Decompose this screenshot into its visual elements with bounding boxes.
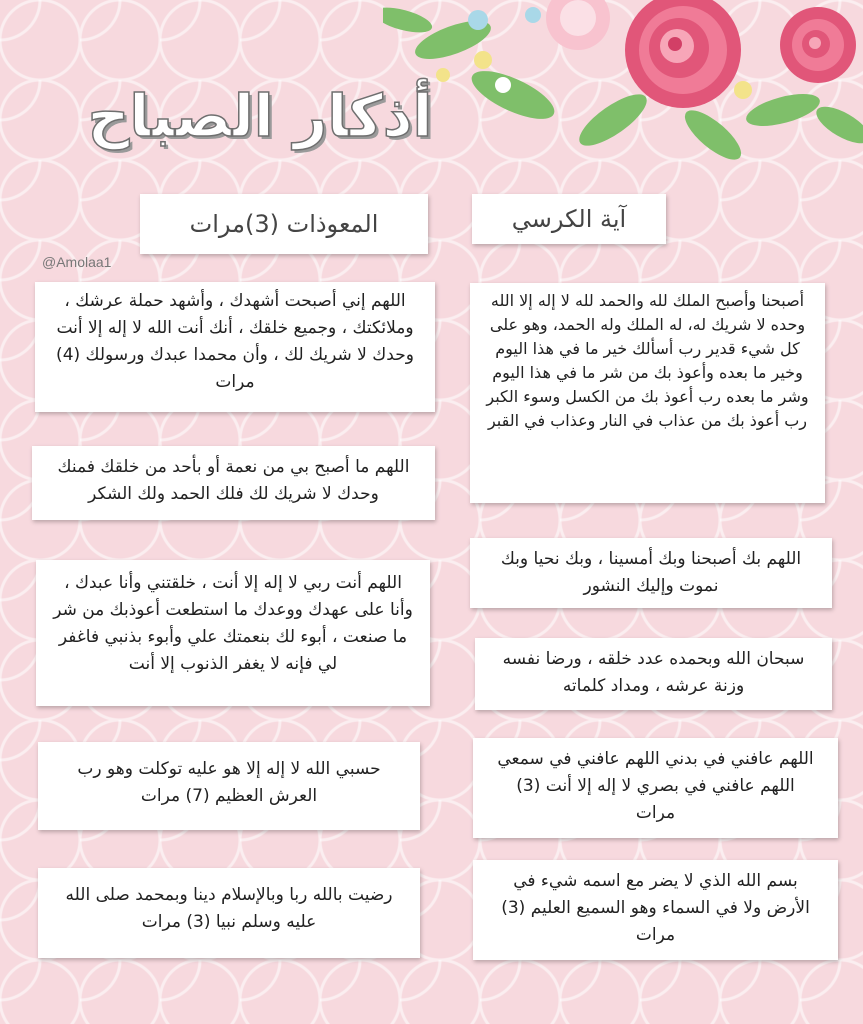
author-handle: @Amolaa1 <box>42 254 112 270</box>
big-rose <box>625 0 741 108</box>
dhikr-card-left-3: اللهم أنت ربي لا إله إلا أنت ، خلقتني وأنا عبدك ، وأنا على عهدك ووعدك ما استطعت أعوذبك من شر ما صنعت ، أبوء لك بنعمتك علي وأبوء بذنبي فاغفر لي فإنه لا يغفر الذنوب إلا أنت <box>36 560 430 706</box>
dhikr-card-right-5: بسم الله الذي لا يضر مع اسمه شيء في الأرض ولا في السماء وهو السميع العليم (3) مرات <box>473 860 838 960</box>
dhikr-card-left-1: اللهم إني أصبحت أشهدك ، وأشهد حملة عرشك ، وملائكتك ، وجميع خلقك ، أنك أنت الله لا إله إلا أنت وحدك لا شريك لك ، وأن محمدا عبدك ورسولك (4) مرات <box>35 282 435 412</box>
page-title: أذكار الصباح <box>87 82 433 150</box>
header-muawwidhat: المعوذات (3)مرات <box>140 194 428 254</box>
dhikr-card-left-5: رضيت بالله ربا وبالإسلام دينا وبمحمد صلى الله عليه وسلم نبيا (3) مرات <box>38 868 420 958</box>
flower-decoration <box>383 0 863 165</box>
dhikr-card-left-2: اللهم ما أصبح بي من نعمة أو بأحد من خلقك فمنك وحدك لا شريك لك فلك الحمد ولك الشكر <box>32 446 435 520</box>
dhikr-card-right-3: سبحان الله وبحمده عدد خلقه ، ورضا نفسه وزنة عرشه ، ومداد كلماته <box>475 638 832 710</box>
dhikr-card-right-1: أصبحنا وأصبح الملك لله والحمد لله لا إله إلا الله وحده لا شريك له، له الملك وله الحمد، وهو على كل شيء قدير رب أسألك خير ما في هذا اليوم وخير ما بعده وأعوذ بك من شر ما في هذا اليوم وشر ما بعده رب أعوذ بك من الكسل وسوء الكبر رب أعوذ بك من عذاب في النار وعذاب في القبر <box>470 283 825 503</box>
second-rose <box>780 7 856 83</box>
pale-rose <box>546 0 610 50</box>
header-ayat-alkursi: آية الكرسي <box>472 194 666 244</box>
dhikr-card-right-4: اللهم عافني في بدني اللهم عافني في سمعي اللهم عافني في بصري لا إله إلا أنت (3) مرات <box>473 738 838 838</box>
dhikr-card-left-4: حسبي الله لا إله إلا هو عليه توكلت وهو رب العرش العظيم (7) مرات <box>38 742 420 830</box>
dhikr-card-right-2: اللهم بك أصبحنا وبك أمسينا ، وبك نحيا وبك نموت وإليك النشور <box>470 538 832 608</box>
